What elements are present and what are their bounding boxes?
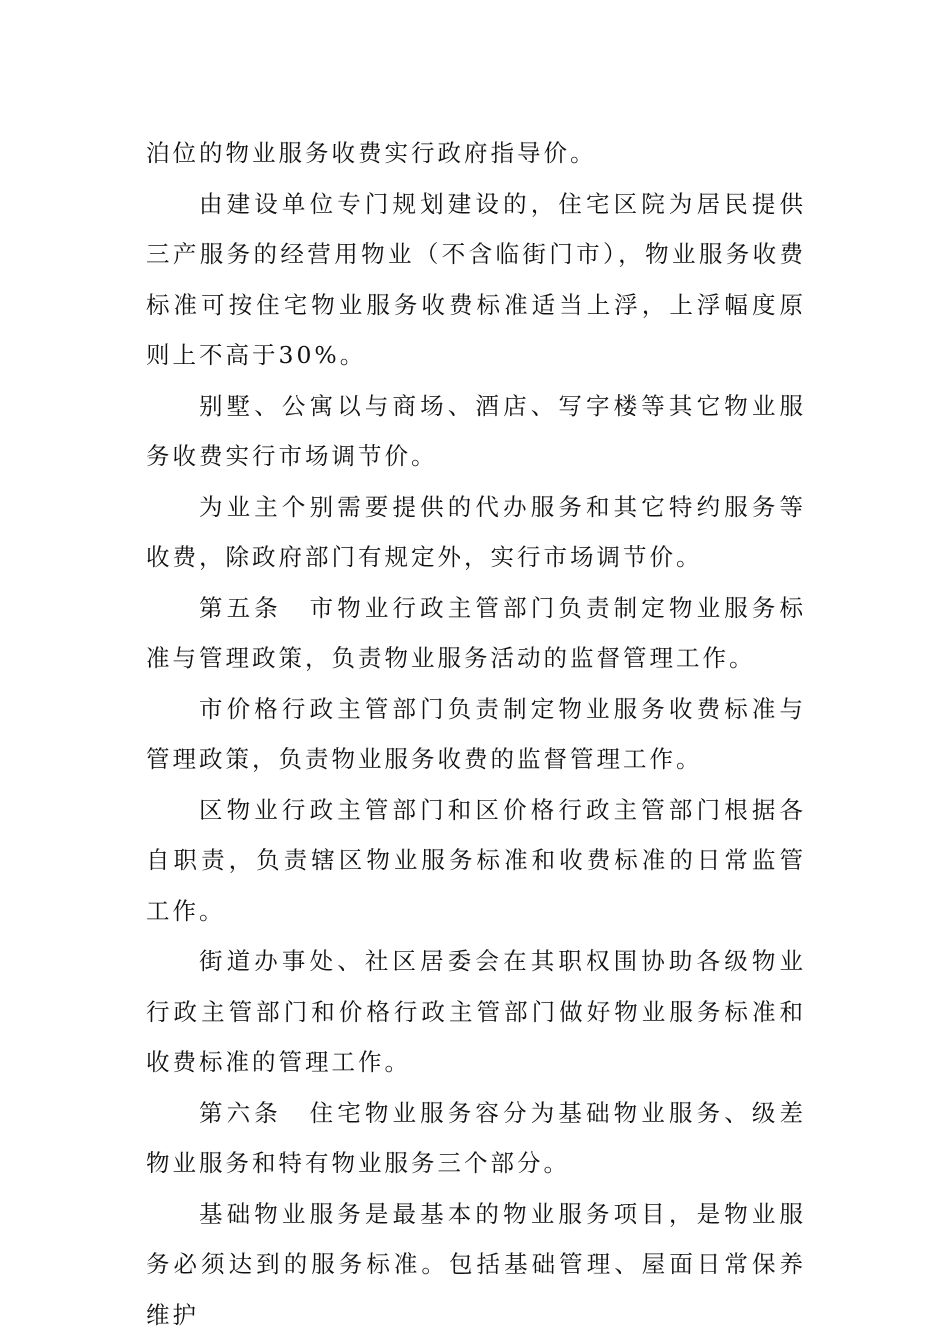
paragraph-6: 市价格行政主管部门负责制定物业服务收费标准与管理政策，负责物业服务收费的监督管理工作。 (146, 694, 806, 773)
article-6-paragraph: 第六条 住宅物业服务容分为基础物业服务、级差物业服务和特有物业服务三个部分。 (146, 1098, 806, 1177)
paragraph-2: 由建设单位专门规划建设的，住宅区院为居民提供三产服务的经营用物业（不含临街门市），物业服务收费标准可按住宅物业服务收费标准适当上浮，上浮幅度原则上不高于30%。 (146, 189, 806, 369)
paragraph-7: 区物业行政主管部门和区价格行政主管部门根据各自职责，负责辖区物业服务标准和收费标准的日常监管工作。 (146, 795, 806, 925)
paragraph-3: 别墅、公寓以与商场、酒店、写字楼等其它物业服务收费实行市场调节价。 (146, 391, 806, 470)
article-5-paragraph: 第五条 市物业行政主管部门负责制定物业服务标准与管理政策，负责物业服务活动的监督管理工作。 (146, 593, 806, 672)
paragraph-8: 街道办事处、社区居委会在其职权围协助各级物业行政主管部门和价格行政主管部门做好物业服务标准和收费标准的管理工作。 (146, 947, 806, 1076)
paragraph-10: 基础物业服务是最基本的物业服务项目，是物业服务必须达到的服务标准。包括基础管理、屋面日常保养维护 (146, 1199, 806, 1329)
paragraph-4: 为业主个别需要提供的代办服务和其它特约服务等收费，除政府部门有规定外，实行市场调节价。 (146, 492, 806, 571)
document-body (146, 128, 806, 1340)
paragraph-1: 泊位的物业服务收费实行政府指导价。 (146, 139, 597, 167)
